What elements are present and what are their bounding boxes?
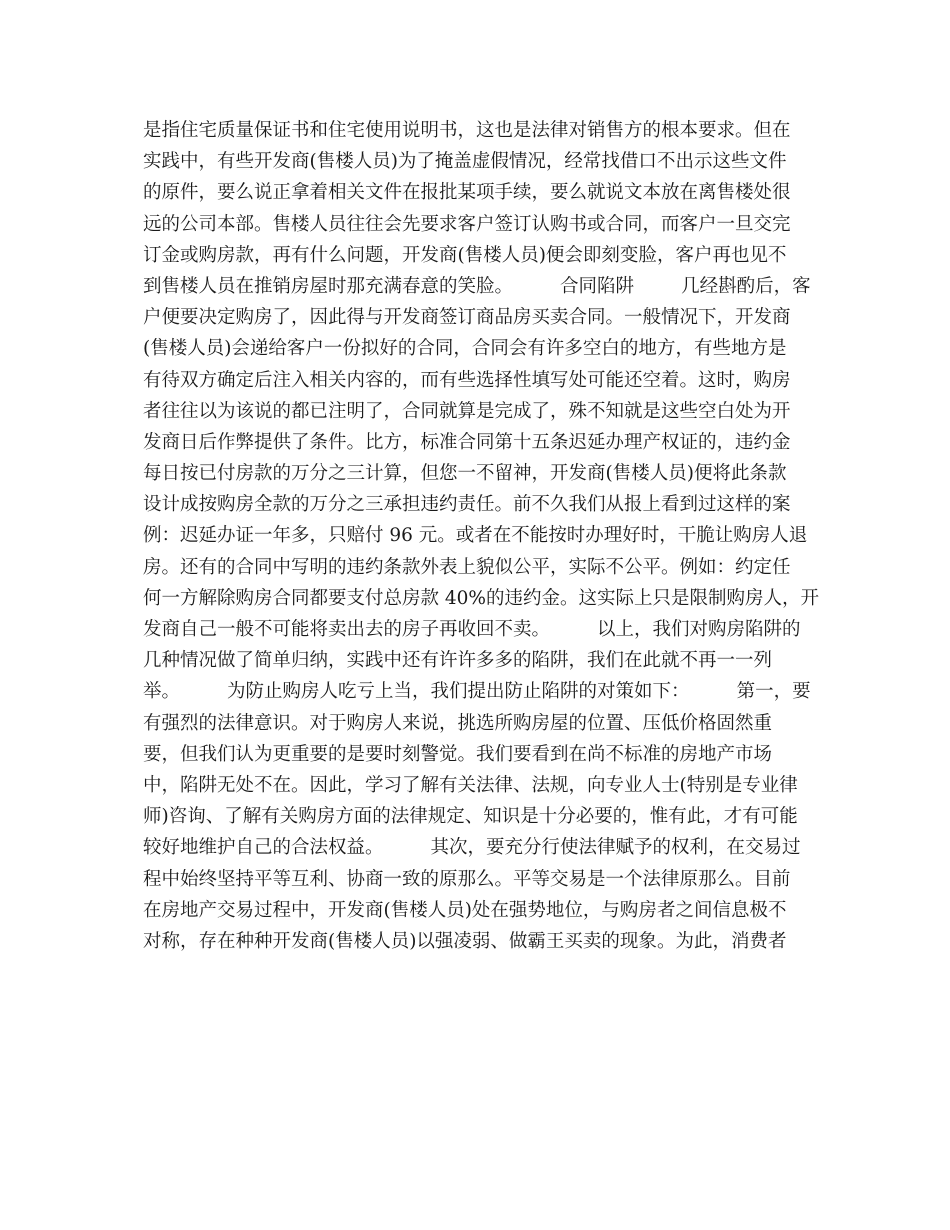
text-line: 订金或购房款，再有什么问题，开发商(售楼人员)便会即刻变脸，客户再也见不 <box>143 244 787 266</box>
text-line: 在房地产交易过程中，开发商(售楼人员)处在强势地位，与购房者之间信息极不 <box>143 899 787 921</box>
text-line: 实践中，有些开发商(售楼人员)为了掩盖虚假情况，经常找借口不出示这些文件 <box>143 151 787 173</box>
text-line: 有强烈的法律意识。对于购房人来说，挑选所购房屋的位置、压低价格固然重 <box>143 712 773 734</box>
text-line: 到售楼人员在推销房屋时那充满春意的笑脸。 合同陷阱 几经斟酌后，客 <box>143 275 811 297</box>
text-line: 者往往以为该说的都已注明了，合同就算是完成了，殊不知就是这些空白处为开 <box>143 400 791 422</box>
text-line: 中，陷阱无处不在。因此，学习了解有关法律、法规，向专业人士(特别是专业律 <box>143 774 798 796</box>
text-line: 发商自己一般不可能将卖出去的房子再收回不卖。 以上，我们对购房陷阱的 <box>143 619 801 640</box>
text-line: 例：迟延办证一年多，只赔付 96 元。或者在不能按时办理好时，干脆让购房人退 <box>143 525 808 547</box>
text-line: 是指住宅质量保证书和住宅使用说明书，这也是法律对销售方的根本要求。但在 <box>143 120 791 141</box>
body-text <box>143 115 823 957</box>
text-line: 何一方解除购房合同都要支付总房款 40%的违约金。这实际上只是限制购房人，开 <box>143 587 820 609</box>
text-line: 师)咨询、了解有关购房方面的法律规定、知识是十分必要的，惟有此，才有可能 <box>143 806 798 828</box>
text-line: 较好地维护自己的合法权益。 其次，要充分行使法律赋予的权利，在交易过 <box>143 837 801 859</box>
text-line: (售楼人员)会递给客户一份拟好的合同，合同会有许多空白的地方，有些地方是 <box>143 338 787 360</box>
text-line: 要，但我们认为更重要的是要时刻警觉。我们要看到在尚不标准的房地产市场 <box>143 743 773 765</box>
text-line: 几种情况做了简单归纳，实践中还有许许多多的陷阱，我们在此就不再一一列 <box>143 650 773 672</box>
text-line: 举。 为防止购房人吃亏上当，我们提出防止陷阱的对策如下： 第一，要 <box>143 681 811 703</box>
text-line: 的原件，要么说正拿着相关文件在报批某项手续，要么就说文本放在离售楼处很 <box>143 182 791 204</box>
text-line: 户便要决定购房了，因此得与开发商签订商品房买卖合同。一般情况下，开发商 <box>143 307 791 329</box>
text-line: 对称，存在种种开发商(售楼人员)以强凌弱、做霸王买卖的现象。为此，消费者 <box>143 930 787 952</box>
text-line: 远的公司本部。售楼人员往往会先要求客户签订认购书或合同，而客户一旦交完 <box>143 213 791 235</box>
text-line: 发商日后作弊提供了条件。比方，标准合同第十五条迟延办理产权证的，违约金 <box>143 431 791 453</box>
text-line: 程中始终坚持平等互利、协商一致的原那么。平等交易是一个法律原那么。目前 <box>143 868 791 890</box>
text-line: 每日按已付房款的万分之三计算，但您一不留神，开发商(售楼人员)便将此条款 <box>143 463 787 485</box>
text-line: 设计成按购房全款的万分之三承担违约责任。前不久我们从报上看到过这样的案 <box>143 494 791 516</box>
text-line: 有待双方确定后注入相关内容的，而有些选择性填写处可能还空着。这时，购房 <box>143 369 791 391</box>
text-line: 房。还有的合同中写明的违约条款外表上貌似公平，实际不公平。例如：约定任 <box>143 556 791 578</box>
